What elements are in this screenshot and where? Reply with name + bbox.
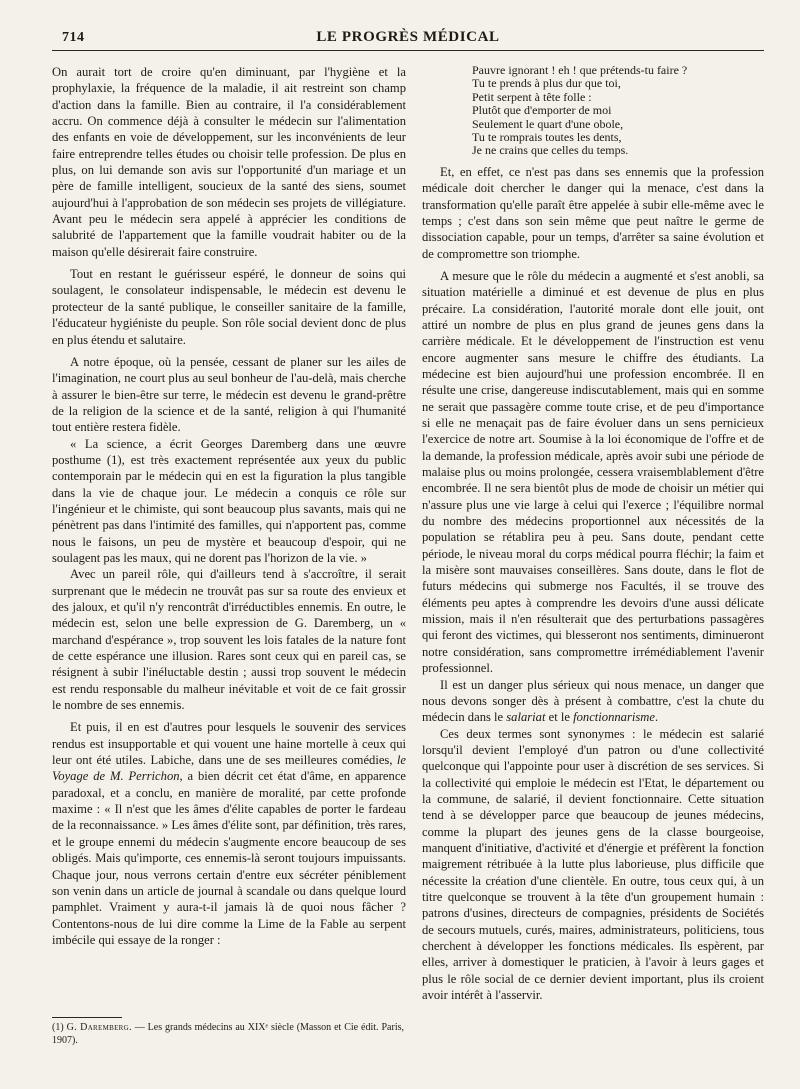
left-column: [52, 64, 406, 948]
paragraph: On aurait tort de croire qu'en diminuant, par l'hygiène et la prophylaxie, la fréquence de la maladie, il ait restreint son champ d'action dans la famille. Bien au contraire, il l'a considérablement accru. On commence déjà à consulter le médecin sur l'alimentation des enfants en voie de développement, sur les inconvénients de leur faire entreprendre telles études ou choisir telle profession. De plus en plus, on lui demande son avis sur l'opportunité d'un mariage et un père de famille intelligent, soucieux de la santé des siens, soumet aujourd'hui à l'approbation de son médecin ses projets de villégiature. Avant peu le médecin sera appelé à apprécier les conditions de salubrité de l'appartement que la famille voudrait habiter ou de la maison qu'elle désirerait faire construire.: [52, 65, 406, 259]
paragraph: A mesure que le rôle du médecin a augmenté et s'est anobli, sa situation matérielle a diminué et est devenue de plus en plus précaire. La considération, l'autorité morale dont elle jouit, ont attiré un nombre de plus en plus grand de jeunes gens dans la carrière médicale. Et le développement de l'instruction est venu encore augmenter sans mesure le chiffre des étudiants. La médecine est bien aujourd'hui une profession encombrée. Il en résulte une crise, dangereuse indiscutablement, mais qui en somme ne serait que passagère comme toute crise, et de peu d'importance si elle ne menaçait pas de faire évoluer dans un sens pernicieux l'exercice de notre art. Soumise à la loi économique de l'offre et de la demande, la profession médicale, après avoir subi une période de malaise plus ou moins prolongée, cessera vraisemblablement d'être encombrée. Il ne sera bientôt plus de mode de choisir un métier qui n'assure plus une vie large à celui qui l'exerce ; l'équilibre normal du nombre des médecins proportionnel aux nécessités de la population se rétablira peu à peu. Sans doute, pendant cette période, le niveau moral du corps médical pourra fléchir; la faim et la misère sont mauvaises conseillères. Sans doute, dans le flot de futurs médecins qui submerge nos Facultés, il se trouve des éléments peu aptes à comprendre les devoirs d'une aussi délicate mission, mais il n'en résulterait que des perturbations passagères qui feront des victimes, qui blesseront nos sentiments, diminueront notre considération, sans compromettre irrémédiablement l'avenir professionnel.: [422, 268, 764, 676]
poem-line: Petit serpent à tête folle :: [472, 89, 592, 104]
poem-line: Plutôt que d'emporter de moi: [472, 103, 612, 118]
page-number: 714: [62, 30, 85, 45]
journal-title: LE PROGRÈS MÉDICAL: [316, 29, 500, 45]
paragraph: Il est un danger plus sérieux qui nous menace, un danger que nous devons songer dès à présent à combattre, c'est la chute du médecin dans le salariat et le fonctionnarisme.: [422, 677, 764, 725]
poem-line: Seulement le quart d'une obole,: [472, 116, 624, 131]
paragraph: Avec un pareil rôle, qui d'ailleurs tend à s'accroître, il serait surprenant que le médecin ne trouvât pas sur sa route des envieux et des jaloux, et qu'il n'y rencontrât d'irréductibles ennemis. En outre, le médecin est, selon une belle expression de G. Daremberg, un « marchand d'espérance », trop souvent les lois fatales de la nature font de cette espérance une illusion. Rares sont ceux qui en pareil cas, se résignent à subir l'inéluctable destin ; aussi trop souvent le médecin est rendu responsable du malheur inévitable et voit de ce fait grossir le nombre de ses ennemis.: [52, 567, 406, 713]
poem-line: Je ne crains que celles du temps.: [472, 143, 629, 158]
paragraph: Ces deux termes sont synonymes : le médecin est salarié lorsqu'il devient l'employé d'un patron ou d'une collectivité quelconque qui l'appointe pour user à discrétion de ses services. Si la collectivité qui emploie le médecin est l'Etat, le département ou la commune, de salarié, il devient fonctionnaire. Cette situation tend à se développer parce que beaucoup de jeunes médecins, comme la plupart des jeunes gens de la classe bourgeoise, manquent d'initiative, d'activité et d'énergie et préfèrent la fonction maigrement rétribuée à la lutte plus laborieuse, plus difficile que nécessite la création d'une clientèle. En outre, tous ceux qui, à un titre quelconque se trouvent à la tête d'un groupement humain : patrons d'usines, directeurs de compagnies, présidents de Sociétés de secours mutuels, curés, maires, administrateurs, politiciens, tous cherchent à développer les fonctions médicales. Ils espèrent, par elles, arriver à domestiquer le praticien, à l'avoir à leurs gages et plus le rôle social de ce dernier devient important, plus ils croient avoir intérêt à l'asservir.: [422, 726, 764, 1003]
poem-line: Tu te prends à plus dur que toi,: [472, 76, 621, 91]
footnote: (1) G. Daremberg. — Les grands médecins au XIXᵉ siècle (Masson et Cie édit. Paris, 1907).: [52, 1022, 404, 1046]
paragraph: Et puis, il en est d'autres pour lesquels le souvenir des services rendus est insupportable et qui vouent une haine mortelle à ceux qui leur ont été utiles. Labiche, dans une de ses meilleures comédies, le Voyage de M. Perrichon, a bien décrit cet état d'âme, en apparence paradoxal, et a conclu, en manière de moralité, par cette profonde maxime : « Il n'est que les âmes d'élite capables de porter le fardeau de la reconnaissance. » Les âmes d'élite sont, par définition, très rares, et le groupe ennemi du médecin s'augmente encore beaucoup de ses obligés. Mais qu'importe, ces ennemis-là seront toujours impuissants. Chaque jour, nous verrons certain d'entre eux sécréter péniblement son venin dans un article de journal à scandale ou dans quelque lourd pamphlet. Vraiment y aura-t-il jamais là de quoi nous fâcher ? Contentons-nous de lui dire comme la Lime de la Fable au serpent imbécile qui essaye de la ronger :: [52, 720, 406, 947]
poem-quote: [472, 64, 764, 158]
right-column: [422, 64, 764, 1003]
poem-line: Pauvre ignorant ! eh ! que prétends-tu faire ?: [472, 63, 688, 77]
paragraph: Tout en restant le guérisseur espéré, le donneur de soins qui soulagent, le consolateur indispensable, le médecin est devenu le protecteur de la santé publique, le conseiller sanitaire de la famille, l'éducateur hygiéniste du peuple. Son rôle social devient donc de plus en plus étendu et salutaire.: [52, 267, 406, 347]
poem-line: Tu te romprais toutes les dents,: [472, 130, 622, 145]
paragraph: « La science, a écrit Georges Daremberg dans une œuvre posthume (1), est très exactement représentée aux yeux du public contemporain par le médecin qui en est la figuration la plus tangible dans la vie de chaque jour. Le médecin a conquis ce rôle sur l'ingénieur et le chimiste, qui sont beaucoup plus savants, mais qui ne pénètrent pas dans l'intimité des familles, qui n'apportent pas, comme nous le faisons, un peu de mystère et beaucoup d'espoir, qui ne soulagent pas les maux, qui ne dorent pas l'horizon de la vie. »: [52, 436, 406, 565]
footnote-divider: [52, 1017, 122, 1018]
running-header: [52, 28, 764, 51]
paragraph: Et, en effet, ce n'est pas dans ses ennemis que la profession médicale doit chercher le danger qui la menace, c'est dans la transformation qu'elle paraît être appelée à subir elle-même avec le temps ; c'est dans son sein même que peut naître le germe de dissociation capable, pour un temps, d'arrêter sa saine évolution et de compromettre son triomphe.: [422, 164, 764, 261]
paragraph: A notre époque, où la pensée, cessant de planer sur les ailes de l'imagination, ne court plus au seul bonheur de l'au-delà, mais cherche à assurer le bien-être sur terre, le médecin est devenu le grand-prêtre de la religion de la science et de la santé, religion à qui l'humanité tout entière restera fidèle.: [52, 354, 406, 435]
